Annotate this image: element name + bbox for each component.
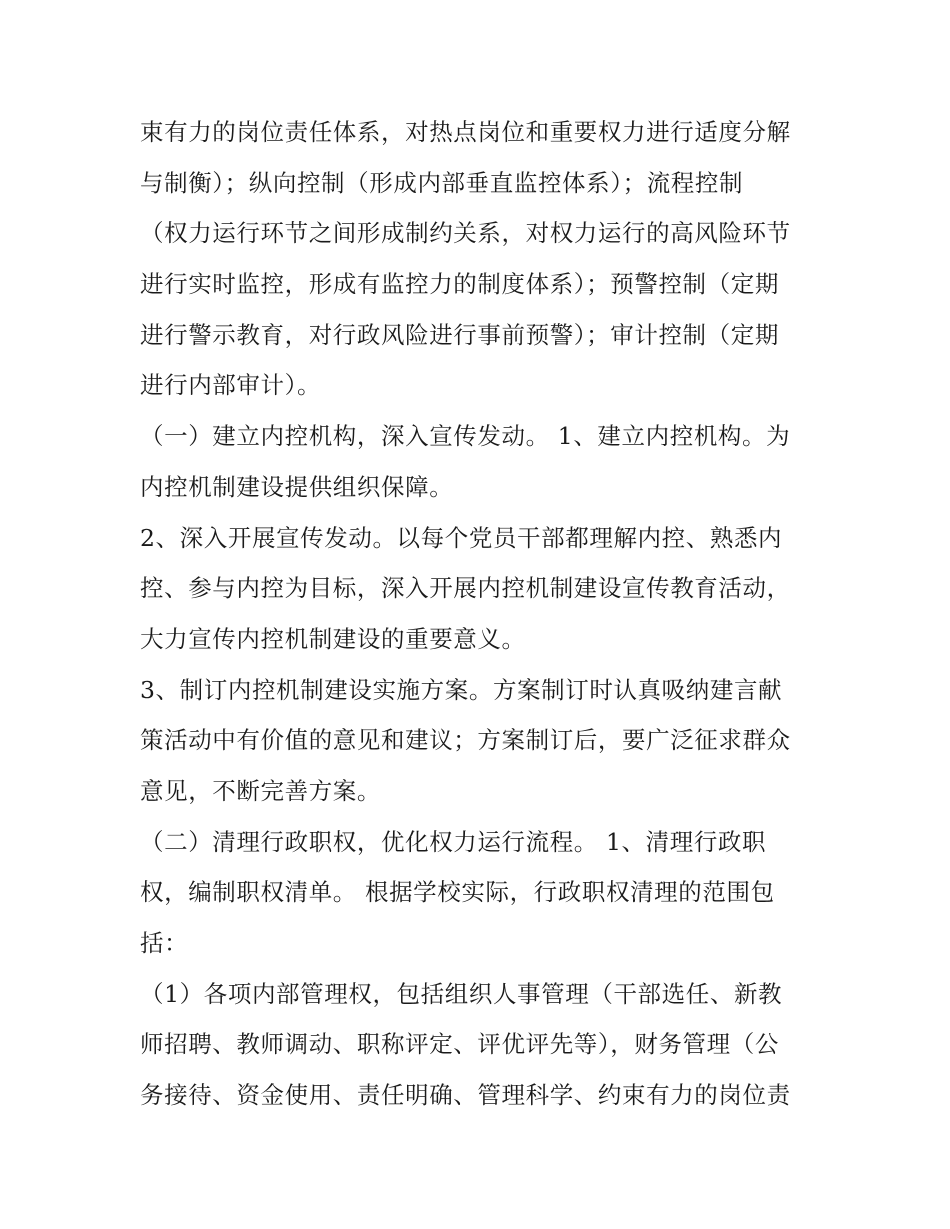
text-line: 权，编制职权清单。 根据学校实际，行政职权清理的范围包 [140, 878, 775, 907]
section-heading-line: （一）建立内控机构，深入宣传发动。 1、建立内控机构。为 [140, 422, 791, 451]
text-line: 大力宣传内控机制建设的重要意义。 [140, 624, 526, 653]
text-line: 师招聘、教师调动、职称评定、评优评先等），财务管理（公 [140, 1030, 779, 1059]
text-line: 内控机制建设提供组织保障。 [140, 472, 454, 501]
numbered-item-line: 2、深入开展宣传发动。以每个党员干部都理解内控、熟悉内 [140, 523, 783, 552]
text-line: 束有力的岗位责任体系，对热点岗位和重要权力进行适度分解 [140, 118, 791, 146]
section-heading-line: （二）清理行政职权，优化权力运行流程。 1、清理行政职 [140, 827, 767, 856]
text-line: 括： [140, 929, 189, 957]
text-line: 策活动中有价值的意见和建议；方案制订后，要广泛征求群众 [140, 726, 791, 755]
text-line: 务接待、资金使用、责任明确、管理科学、约束有力的岗位责 [140, 1081, 791, 1110]
body-text [140, 110, 820, 1124]
text-line: 与制衡）；纵向控制（形成内部垂直监控体系）；流程控制 [140, 168, 744, 197]
numbered-item-line: （1）各项内部管理权，包括组织人事管理（干部选任、新教 [140, 979, 783, 1008]
text-line: 进行内部审计）。 [140, 371, 322, 400]
text-line: 进行警示教育，对行政风险进行事前预警）；审计控制（定期 [140, 320, 779, 349]
numbered-item-line: 3、制订内控机制建设实施方案。方案制订时认真吸纳建言献 [140, 675, 783, 704]
text-line: 进行实时监控，形成有监控力的制度体系）；预警控制（定期 [140, 270, 779, 299]
text-line: （权力运行环节之间形成制约关系，对权力运行的高风险环节 [140, 219, 791, 248]
text-line: 控、参与内控为目标，深入开展内控机制建设宣传教育活动， [140, 574, 791, 603]
text-line: 意见，不断完善方案。 [140, 776, 381, 805]
